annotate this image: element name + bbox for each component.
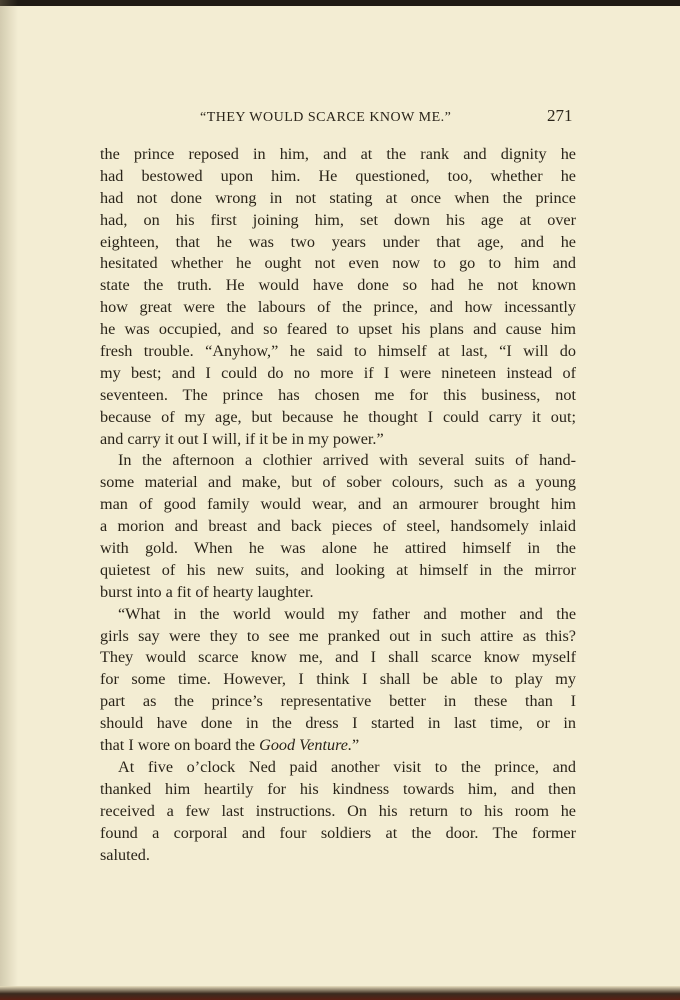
body-text: [100, 144, 576, 866]
paragraph-3: [100, 604, 576, 757]
text-line: the prince reposed in him, and at the rank and dignity he: [100, 145, 576, 163]
page-gutter-shadow: [0, 0, 18, 1000]
paragraph-2: [100, 450, 576, 603]
text-line: eighteen, that he was two years under that age, and he: [100, 232, 576, 251]
text-line: part as the prince’s representative better in these than I: [100, 692, 576, 711]
text-line: had not done wrong in not stating at once when the prince: [100, 188, 576, 207]
text-line: seventeen. The prince has chosen me for this business, not: [100, 385, 576, 404]
paragraph-1: [100, 144, 576, 450]
paragraph-4: [100, 757, 576, 866]
text-line: girls say were they to see me pranked out in such attire as this?: [100, 626, 576, 645]
page-top-edge: [0, 0, 680, 6]
text-line: with gold. When he was alone he attired himself in the: [100, 539, 576, 558]
text-line: received a few last instructions. On his return to his room he: [100, 801, 576, 820]
text-line: had, on his first joining him, set down his age at over: [100, 210, 576, 229]
text-line: hesitated whether he ought not even now to go to him and: [100, 254, 576, 273]
text-line: had bestowed upon him. He questioned, too, whether he: [100, 166, 576, 185]
text-fragment: that I wore on board the: [100, 736, 260, 755]
text-line: fresh trouble. “Anyhow,” he said to himself at last, “I will do: [100, 342, 576, 361]
text-line: for some time. However, I think I shall be able to play my: [100, 670, 576, 689]
text-line: quietest of his new suits, and looking at himself in the mirror: [100, 560, 576, 579]
text-line: should have done in the dress I started in last time, or in: [100, 714, 576, 733]
text-line: found a corporal and four soldiers at the door. The former: [100, 823, 576, 842]
text-line: burst into a fit of hearty laughter.: [100, 582, 314, 601]
text-line: In the afternoon a clothier arrived with several suits of hand-: [118, 451, 576, 470]
text-line: how great were the labours of the prince, and how incessantly: [100, 298, 576, 317]
ship-name-italic: Good Venture.: [259, 736, 353, 755]
text-line: thanked him heartily for his kindness towards him, and then: [100, 779, 576, 798]
text-line: They would scarce know me, and I shall scarce know myself: [100, 648, 576, 667]
text-line: because of my age, but because he thought I could carry it out;: [100, 407, 576, 426]
text-line: state the truth. He would have done so had he not known: [100, 276, 576, 295]
text-line: a morion and breast and back pieces of steel, handsomely inlaid: [100, 517, 576, 536]
running-head-title: “THEY WOULD SCARCE KNOW ME.”: [200, 110, 452, 125]
text-line: man of good family would wear, and an armourer brought him: [100, 495, 576, 514]
text-fragment: ”: [352, 736, 360, 755]
text-line: my best; and I could do no more if I were nineteen instead of: [100, 363, 576, 382]
text-line: “What in the world would my father and mother and the: [118, 604, 576, 623]
text-line: and carry it out I will, if it be in my power.”: [100, 429, 384, 448]
page-number: 271: [547, 106, 573, 125]
text-line: At five o’clock Ned paid another visit to the prince, and: [118, 757, 576, 776]
text-line: saluted.: [100, 845, 150, 864]
running-head: [0, 106, 680, 130]
text-line: he was occupied, and so feared to upset his plans and cause him: [100, 320, 576, 339]
text-line: some material and make, but of sober colours, such as a young: [100, 473, 576, 492]
text-line: [100, 735, 576, 757]
page-bottom-edge: [0, 986, 680, 1000]
